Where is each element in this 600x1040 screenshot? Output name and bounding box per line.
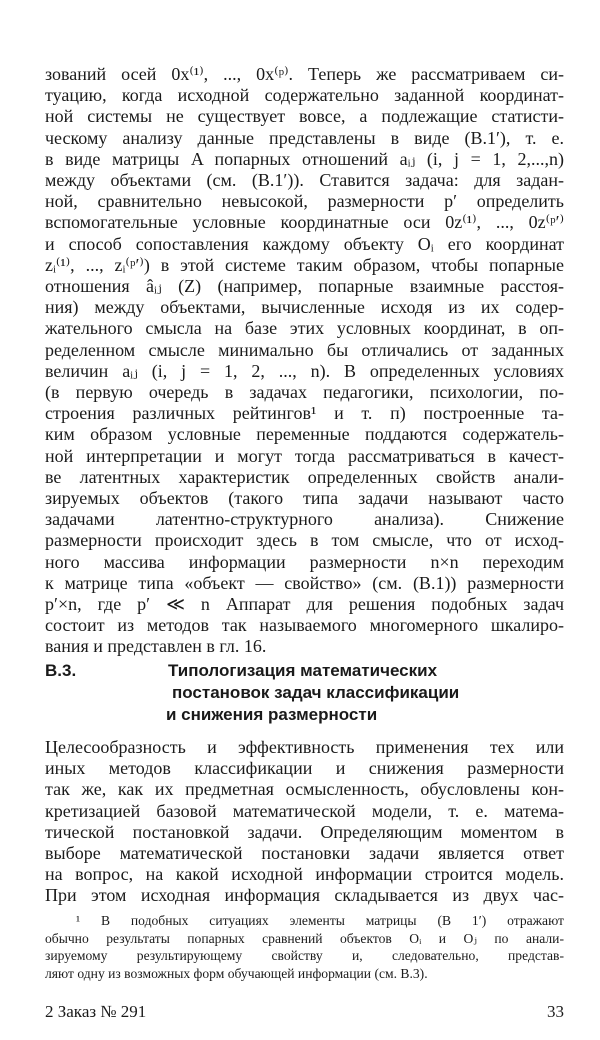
page-number: 33 [547, 1002, 564, 1021]
text-line: задачами латентно-структурного анализа). Снижение [45, 509, 564, 530]
text-line: ределенном смысле минимально бы отличались от заданных [45, 339, 564, 360]
text-line: вспомогательные условные координатные оси 0z⁽¹⁾, ..., 0z⁽ᵖ′⁾ [45, 212, 564, 233]
text-line: строения различных рейтингов¹ и т. п) построенные та- [45, 403, 564, 424]
text-line: ческому анализу данные представлены в виде (В.1′), т. е. [45, 127, 564, 148]
text-line: кретизацией базовой математической модели, т. е. матема- [45, 800, 564, 821]
text-line: величин aᵢⱼ (i, j = 1, 2, ..., n). В определенных условиях [45, 360, 564, 381]
text-line: между объектами (см. (В.1′)). Ставится задача: для задан- [45, 170, 564, 190]
text-line: p′×n, где p′ ≪ n Аппарат для решения подобных задач [45, 594, 564, 614]
text-line: ной интерпретации и могут тогда рассматриваться в качест- [45, 445, 564, 466]
text-line: ной, сравнительно невысокой, размерности p′ определить [45, 191, 564, 212]
section-title-line: и снижения размерности [166, 705, 378, 724]
footnote-line: зируемому результирующему свойству и, следовательно, представ- [45, 948, 564, 963]
text-line: зований осей 0x⁽¹⁾, ..., 0x⁽ᵖ⁾. Теперь же рассматриваем си- [45, 64, 564, 84]
text-line: жательного смысла на базе этих условных координат, в оп- [45, 318, 564, 339]
text-line: иных методов классификации и снижения размерности [45, 758, 564, 779]
text-line: к матрице типа «объект — свойство» (см. (В.1)) размерности [45, 572, 564, 593]
text-line: ким образом условные переменные поддаются содержатель- [45, 424, 564, 445]
text-line: тической постановкой задачи. Определяющим моментом в [45, 821, 564, 842]
text-line: так же, как их предметная осмысленность, обусловлены кон- [45, 779, 564, 800]
text-line: отношения âᵢⱼ (Z) (например, попарные взаимные расстоя- [45, 276, 564, 296]
text-line: состоит из методов так называемого многомерного шкалиро- [45, 615, 564, 636]
text-line: и способ сопоставления каждому объекту Oᵢ его координат [45, 233, 564, 254]
section-title-line: Типологизация математических [168, 661, 438, 680]
text-line: зируемых объектов (такого типа задачи называют часто [45, 488, 564, 508]
text-line: ния) между объектами, вычисленные исходя из их содер- [45, 297, 564, 318]
text-line: При этом исходная информация складывается из двух час- [45, 885, 564, 906]
print-signature: 2 Заказ № 291 [45, 1002, 147, 1021]
footnote-line: обычно результаты попарных сравнений объектов Oᵢ и Oⱼ по анали- [45, 930, 564, 946]
text-line: на вопрос, на какой исходной информации строится модель. [45, 864, 564, 885]
text-line: ного массива информации размерности n×n переходим [45, 551, 564, 572]
text-line: ве латентных характеристик определенных свойств анали- [45, 466, 564, 487]
footnote-line: ляют одну из возможных форм обучающей информации (см. В.3). [45, 965, 428, 981]
text-line: в виде матрицы A попарных отношений aᵢⱼ (i, j = 1, 2,...,n) [45, 148, 564, 169]
text-line: ной системы не существует вовсе, а подлежащие статисти- [45, 106, 564, 127]
text-line: Целесообразность и эффективность применения тех или [45, 737, 564, 757]
text-line: выборе математической постановки задачи является ответ [45, 843, 564, 863]
text-line: zᵢ⁽¹⁾, ..., zᵢ⁽ᵖ′⁾) в этой системе таким образом, чтобы попарные [45, 254, 564, 275]
text-line: размерности происходит здесь в том смысле, что от исход- [45, 530, 564, 551]
section-number: В.3. [45, 661, 77, 680]
section-title-line: постановок задач классификации [172, 683, 460, 702]
text-line: (в первую очередь в задачах педагогики, психологии, по- [45, 382, 564, 402]
text-line: туацию, когда исходной содержательно заданной координат- [45, 85, 564, 106]
text-line: вания и представлен в гл. 16. [45, 636, 267, 657]
footnote-line: ¹ В подобных ситуациях элементы матрицы (В 1′) отражают [76, 913, 564, 928]
